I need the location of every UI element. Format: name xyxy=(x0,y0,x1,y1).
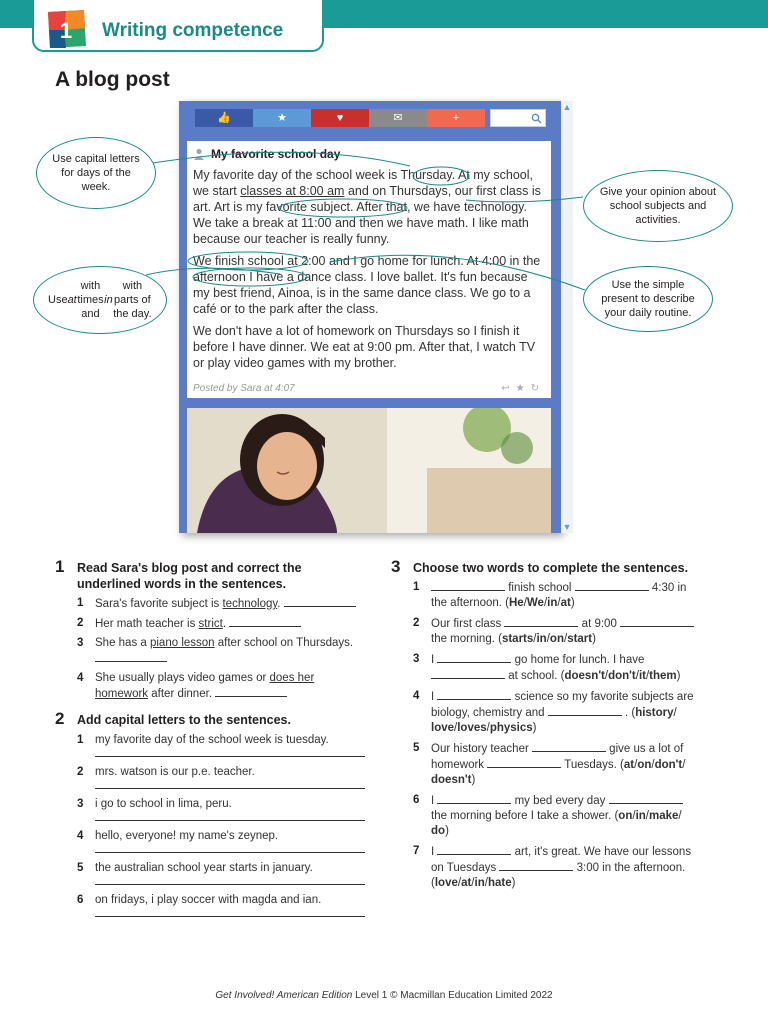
star-icon[interactable]: ★ xyxy=(515,383,531,394)
post-text: After that, we have technology. We take a break at 11:00 and then we have math. I like math because our teacher is really funny. xyxy=(193,200,529,246)
exercise-item: 3 She has a piano lesson after school on Thursdays. xyxy=(77,636,369,667)
circled-phrase: Art is my favorite subject. xyxy=(213,200,354,214)
girl-studying-photo xyxy=(187,408,551,533)
plus-icon[interactable]: + xyxy=(427,109,485,127)
thumbs-up-icon[interactable]: 👍 xyxy=(195,109,253,127)
exercise-item: 4 She usually plays video games or does her homework after dinner. xyxy=(77,672,315,700)
exercise-1-items xyxy=(77,596,369,706)
exercise-item: 2 Her math teacher is strict. xyxy=(77,616,369,632)
post-header xyxy=(193,147,543,161)
user-icon xyxy=(193,148,205,160)
section-title: Writing competence xyxy=(102,20,284,41)
post-text: and on Thursdays, our first class is art. xyxy=(193,184,541,214)
answer-line[interactable] xyxy=(95,756,365,757)
exercise-item: 6 on fridays, i play soccer with magda and ian. xyxy=(77,893,369,917)
callout-simple-present: Use the simple present to describe your daily routine. xyxy=(583,266,713,332)
scroll-up-icon[interactable]: ▲ xyxy=(562,102,572,112)
exercise-item: 1 Sara's favorite subject is technology. xyxy=(77,596,369,612)
exercise-item: 2 Our first class at 9:00 the morning. (starts/in/on/start) xyxy=(413,616,701,647)
search-input[interactable] xyxy=(490,109,546,127)
blog-window xyxy=(179,101,561,533)
callout-at-in: Use at with times and in with parts of the day. xyxy=(33,266,167,334)
answer-line[interactable] xyxy=(95,916,365,917)
post-paragraph xyxy=(193,167,543,247)
post-paragraph xyxy=(193,323,543,371)
unit-number: 1 xyxy=(59,18,73,43)
exercise-2-number: 2 xyxy=(55,709,65,728)
exercise-item: 5 Our history teacher give us a lot of homework Tuesdays. (at/on/don't/ doesn't) xyxy=(413,742,686,786)
answer-line[interactable] xyxy=(95,820,365,821)
scroll-down-icon[interactable]: ▼ xyxy=(562,522,572,532)
reply-icon[interactable]: ↩ xyxy=(501,383,516,394)
exercise-item: 7 I art, it's great. We have our lessons on Tuesdays 3:00 in the afternoon. (love/at/in/hate) xyxy=(413,845,692,889)
heart-icon[interactable]: ♥ xyxy=(311,109,369,127)
envelope-icon[interactable]: ✉ xyxy=(369,109,427,127)
blog-post xyxy=(187,141,551,398)
exercise-item: 6 I my bed every day the morning before I take a shower. (on/in/make/ do) xyxy=(413,794,682,837)
exercise-item: 2 mrs. watson is our p.e. teacher. xyxy=(77,765,369,789)
exercise-3-items xyxy=(413,580,701,896)
answer-line[interactable] xyxy=(95,852,365,853)
circled-phrase: We finish school at 2:00 xyxy=(193,254,326,268)
posted-by: Posted by Sara at 4:07 xyxy=(193,383,295,394)
exercise-item: 1 finish school 4:30 in the afternoon. (He/We/in/at) xyxy=(413,581,687,609)
exercise-2-title: Add capital letters to the sentences. xyxy=(77,713,291,727)
unit-badge-icon xyxy=(44,8,88,50)
post-text: and I go home for lunch. xyxy=(325,254,467,268)
post-text: At my school, we start xyxy=(193,168,533,198)
search-icon xyxy=(531,113,542,124)
exercise-3-number: 3 xyxy=(391,557,401,576)
answer-line[interactable] xyxy=(95,788,365,789)
post-body xyxy=(193,167,543,371)
exercise-item: 1 my favorite day of the school week is tuesday. xyxy=(77,733,369,757)
exercise-item: 5 the australian school year starts in january. xyxy=(77,861,369,885)
exercise-item: 3 I go home for lunch. I have at school. (doesn't/don't/it/them) xyxy=(413,653,681,682)
post-actions xyxy=(501,383,545,394)
refresh-icon[interactable]: ↻ xyxy=(530,383,545,394)
exercise-item: 3 i go to school in lima, peru. xyxy=(77,797,369,821)
circled-phrase: Thursday. xyxy=(400,168,456,182)
callout-opinion: Give your opinion about school subjects and activities. xyxy=(583,170,733,242)
callout-capital-letters: Use capital letters for days of the week. xyxy=(36,137,156,209)
post-text: classes at 8:00 am xyxy=(240,184,345,198)
exercise-1-number: 1 xyxy=(55,557,65,576)
exercise-item: 4 hello, everyone! my name's zeynep. xyxy=(77,829,369,853)
post-footer xyxy=(193,383,545,394)
post-text: My favorite day of the school week is xyxy=(193,168,401,182)
post-text: I have a dance class. I love ballet. It's fun because my best friend, Ainoa, is in the same dance class. We go to a café or to the park after the class. xyxy=(193,270,531,316)
scrollbar[interactable] xyxy=(561,101,573,533)
star-icon[interactable]: ★ xyxy=(253,109,311,127)
exercise-3-title: Choose two words to complete the sentences. xyxy=(413,561,689,575)
page-title: A blog post xyxy=(55,68,170,91)
answer-line[interactable] xyxy=(95,884,365,885)
exercise-item: 4 I science so my favorite subjects are biology, chemistry and . (history/ love/loves/physics) xyxy=(413,690,694,734)
exercise-2-items xyxy=(77,733,369,925)
post-title: My favorite school day xyxy=(211,147,341,161)
page-footer: Get Involved! American Edition Level 1 © Macmillan Education Limited 2022 xyxy=(215,990,553,1001)
post-text: We don't have a lot of homework on Thursdays so I finish it before I have dinner. We eat at 9:00 pm. After that, I watch TV or play video games with my brother. xyxy=(193,324,536,370)
post-paragraph xyxy=(193,253,543,317)
exercise-1-title: Read Sara's blog post and correct the underlined words in the sentences. xyxy=(77,561,302,591)
circled-phrase: At 4:00 in the afternoon xyxy=(193,254,541,284)
section-tab xyxy=(32,0,324,52)
